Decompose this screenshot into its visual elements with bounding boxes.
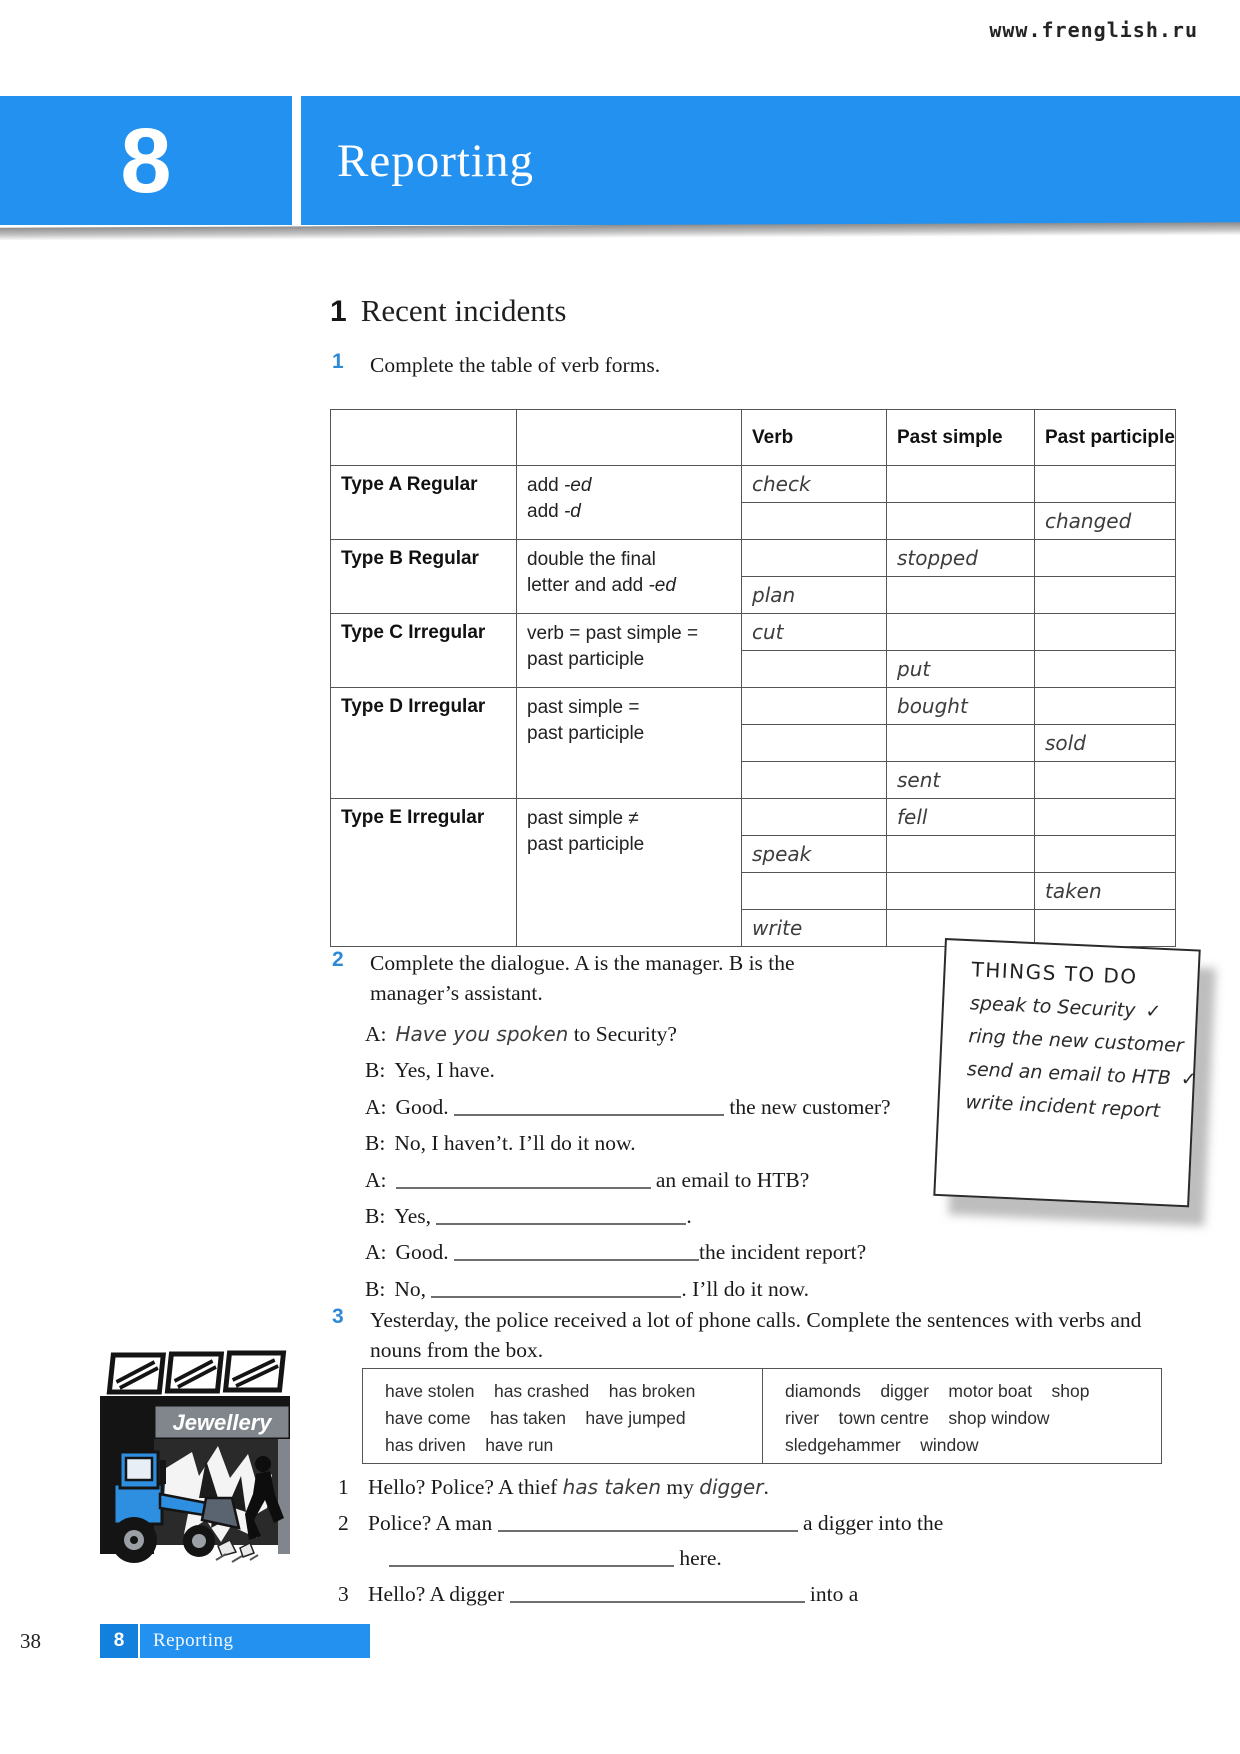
- section-heading: [330, 293, 566, 329]
- dialogue-line: [365, 1234, 1065, 1270]
- verb-forms-table: [330, 409, 1176, 947]
- exercise1-instruction: Complete the table of verb forms.: [370, 353, 661, 377]
- table-header-row: [331, 410, 1176, 466]
- rule-line: letter and add -ed: [527, 575, 676, 597]
- table-row: [331, 614, 1176, 651]
- past-participle-cell: [1035, 799, 1176, 836]
- answer-blank: [498, 1514, 798, 1532]
- footer-unit-bar: [100, 1624, 370, 1658]
- note-item-text: write incident report: [965, 1091, 1161, 1122]
- dialogue-text: Good.: [395, 1240, 455, 1265]
- dialogue-text: an email to HTB?: [650, 1167, 810, 1192]
- note-item-text: speak to Security: [969, 992, 1136, 1022]
- verb-cell: [742, 799, 887, 836]
- past-participle-cell: [1035, 614, 1176, 651]
- unit-banner: [0, 96, 1240, 225]
- column-header-past-participle: Past participle: [1035, 410, 1176, 466]
- rule-line: past simple =: [527, 697, 640, 718]
- column-header-verb: Verb: [742, 410, 887, 466]
- table-row: [331, 688, 1176, 725]
- type-label: Type B Regular: [331, 540, 517, 614]
- note-item-text: send an email to HTB: [966, 1058, 1172, 1090]
- past-simple-cell: [887, 836, 1035, 873]
- verb-cell: write: [742, 910, 887, 947]
- type-rule: [517, 688, 742, 799]
- unit-number-block: [0, 96, 292, 225]
- answer-blank: [396, 1171, 651, 1189]
- dialogue-text: No,: [394, 1276, 432, 1301]
- verb-cell: check: [742, 466, 887, 503]
- answer-blank: [454, 1243, 699, 1261]
- type-rule: [517, 540, 742, 614]
- checkmark-icon: ✓: [1180, 1067, 1198, 1091]
- exercise3-number: 3: [332, 1305, 344, 1328]
- sentence: [338, 1470, 1098, 1506]
- past-participle-cell: [1035, 836, 1176, 873]
- rule-line: past participle: [527, 834, 645, 856]
- sentence-text: Hello? Police? A thief: [368, 1475, 563, 1499]
- verb-cell: [742, 688, 887, 725]
- verb-cell: speak: [742, 836, 887, 873]
- table-row: [331, 540, 1176, 577]
- past-simple-cell: [887, 614, 1035, 651]
- speaker-label: A:: [365, 1094, 387, 1119]
- banner-shadow: [0, 222, 1240, 240]
- answer-blank: [510, 1585, 805, 1603]
- unit-title-band: [301, 96, 1240, 225]
- rule-line: past participle: [527, 723, 645, 745]
- jewellery-sign-text: Jewellery: [172, 1410, 272, 1435]
- handwritten-answer: digger: [699, 1475, 764, 1499]
- word-box-nouns: [763, 1369, 1161, 1463]
- answer-blank: [454, 1098, 724, 1116]
- speaker-label: B:: [365, 1131, 386, 1156]
- checkmark-icon: ✓: [1144, 1000, 1162, 1023]
- checkmark-icon: [1169, 1100, 1170, 1122]
- past-simple-cell: [887, 873, 1035, 910]
- exercise1-heading: [332, 350, 1072, 380]
- word-box-row: diamonds digger motor boat shop: [785, 1381, 1090, 1401]
- column-header-past-simple: Past simple: [887, 410, 1035, 466]
- dialogue-text: Yes,: [394, 1204, 437, 1229]
- sentence: [338, 1506, 1098, 1542]
- speaker-label: A:: [365, 1167, 387, 1192]
- checkmark-icon: [1193, 1035, 1194, 1057]
- dialogue-text: the new customer?: [724, 1094, 891, 1119]
- past-participle-cell: [1035, 762, 1176, 799]
- rule-line: verb = past simple =: [527, 623, 699, 644]
- word-box-verbs: [363, 1369, 763, 1463]
- past-participle-cell: [1035, 688, 1176, 725]
- wall-edge: [278, 1439, 290, 1554]
- past-simple-cell: bought: [887, 688, 1035, 725]
- sentence-text: Hello? A digger: [368, 1581, 510, 1606]
- table-row: [331, 466, 1176, 503]
- sentence-number: 2: [338, 1510, 349, 1535]
- type-rule: [517, 799, 742, 947]
- things-to-do-note: [933, 938, 1200, 1207]
- word-box-row: has driven have run: [385, 1435, 554, 1455]
- table-row: [331, 799, 1176, 836]
- past-participle-cell: [1035, 577, 1176, 614]
- past-participle-cell: sold: [1035, 725, 1176, 762]
- word-box-row: have come has taken have jumped: [385, 1408, 686, 1428]
- past-participle-cell: [1035, 910, 1176, 947]
- sentence-text: into a: [804, 1581, 859, 1606]
- note-item-text: ring the new customer: [968, 1025, 1185, 1057]
- handwritten-answer: Have you spoken: [395, 1022, 569, 1046]
- dialogue-text: to Security?: [568, 1022, 677, 1046]
- word-box-row: have stolen has crashed has broken: [385, 1381, 696, 1401]
- sentence-continuation: [338, 1541, 1098, 1577]
- answer-blank: [431, 1280, 681, 1298]
- dialogue-text: Good.: [395, 1094, 455, 1119]
- shopfront-windows: [109, 1353, 283, 1392]
- section-title: Recent incidents: [360, 293, 567, 328]
- exercise2-instruction: Complete the dialogue. A is the manager. B is the manager’s assistant.: [370, 951, 795, 1005]
- dialogue-text: .: [686, 1204, 692, 1229]
- dialogue-text: Yes, I have.: [394, 1058, 495, 1083]
- past-simple-cell: [887, 466, 1035, 503]
- sentence-text: my: [661, 1475, 700, 1499]
- speaker-label: B:: [365, 1276, 386, 1301]
- rule-line: add -ed: [527, 475, 592, 496]
- past-participle-cell: [1035, 540, 1176, 577]
- dialogue-text: the incident report?: [699, 1240, 867, 1265]
- exercise2-number: 2: [332, 948, 344, 971]
- verb-cell: [742, 540, 887, 577]
- sentence-text: a digger into the: [797, 1510, 944, 1535]
- word-box: [362, 1368, 1162, 1464]
- dialogue-line: [365, 1198, 1065, 1234]
- rule-line: add -d: [527, 501, 581, 523]
- past-participle-cell: [1035, 466, 1176, 503]
- exercise2-heading: [332, 948, 852, 1008]
- dialogue-text: . I’ll do it now.: [681, 1276, 809, 1301]
- exercise3-heading: [332, 1305, 1202, 1365]
- sentence-number: 3: [338, 1581, 349, 1606]
- sentence-text: Police? A man: [368, 1510, 498, 1535]
- digger-crash-illustration: [100, 1348, 290, 1596]
- note-title: THINGS TO DO: [971, 957, 1139, 989]
- handwritten-answer: has taken: [562, 1475, 662, 1499]
- past-participle-cell: changed: [1035, 503, 1176, 540]
- fascia: [100, 1396, 290, 1404]
- verb-cell: [742, 762, 887, 799]
- past-simple-cell: stopped: [887, 540, 1035, 577]
- verb-cell: [742, 725, 887, 762]
- section-number: 1: [330, 295, 347, 328]
- type-label: Type D Irregular: [331, 688, 517, 799]
- speaker-label: A:: [365, 1240, 387, 1265]
- past-participle-cell: [1035, 651, 1176, 688]
- past-simple-cell: put: [887, 651, 1035, 688]
- dialogue-line: [365, 1271, 1065, 1307]
- verb-cell: [742, 651, 887, 688]
- table-corner-cell: [331, 410, 517, 466]
- watermark-url: www.frenglish.ru: [989, 18, 1198, 42]
- verb-cell: [742, 873, 887, 910]
- footer-unit-title: Reporting: [153, 1630, 234, 1651]
- past-simple-cell: fell: [887, 799, 1035, 836]
- sentence-text: here.: [674, 1546, 722, 1570]
- answer-blank: [389, 1549, 674, 1567]
- answer-blank: [436, 1207, 686, 1225]
- verb-cell: plan: [742, 577, 887, 614]
- past-simple-cell: sent: [887, 762, 1035, 799]
- verb-cell: cut: [742, 614, 887, 651]
- speaker-label: A:: [365, 1022, 387, 1046]
- exercise3-instruction: Yesterday, the police received a lot of phone calls. Complete the sentences with verbs and nouns from the box.: [370, 1308, 1142, 1362]
- word-box-row: river town centre shop window: [785, 1408, 1050, 1428]
- sentence-list: [338, 1470, 1098, 1612]
- type-rule: [517, 614, 742, 688]
- word-box-row: sledgehammer window: [785, 1435, 979, 1455]
- sentence-text: .: [763, 1475, 769, 1499]
- speaker-label: B:: [365, 1204, 386, 1229]
- sentence: [338, 1577, 1098, 1613]
- past-simple-cell: [887, 503, 1035, 540]
- rule-line: past participle: [527, 649, 645, 671]
- verb-cell: [742, 503, 887, 540]
- type-rule: [517, 466, 742, 540]
- exercise1-number: 1: [332, 350, 344, 373]
- unit-number: 8: [120, 109, 172, 212]
- rule-line: past simple ≠: [527, 808, 639, 829]
- rule-line: double the final: [527, 549, 656, 570]
- past-simple-cell: [887, 725, 1035, 762]
- banner-divider: [292, 96, 301, 225]
- table-corner-cell: [517, 410, 742, 466]
- unit-title: Reporting: [337, 134, 534, 187]
- type-label: Type C Irregular: [331, 614, 517, 688]
- dialogue-text: No, I haven’t. I’ll do it now.: [394, 1131, 636, 1156]
- page-number: 38: [20, 1629, 41, 1653]
- past-participle-cell: taken: [1035, 873, 1176, 910]
- sentence-number: 1: [338, 1475, 349, 1499]
- type-label: Type E Irregular: [331, 799, 517, 947]
- footer-unit-number: 8: [100, 1624, 140, 1658]
- type-label: Type A Regular: [331, 466, 517, 540]
- past-simple-cell: [887, 577, 1035, 614]
- speaker-label: B:: [365, 1058, 386, 1083]
